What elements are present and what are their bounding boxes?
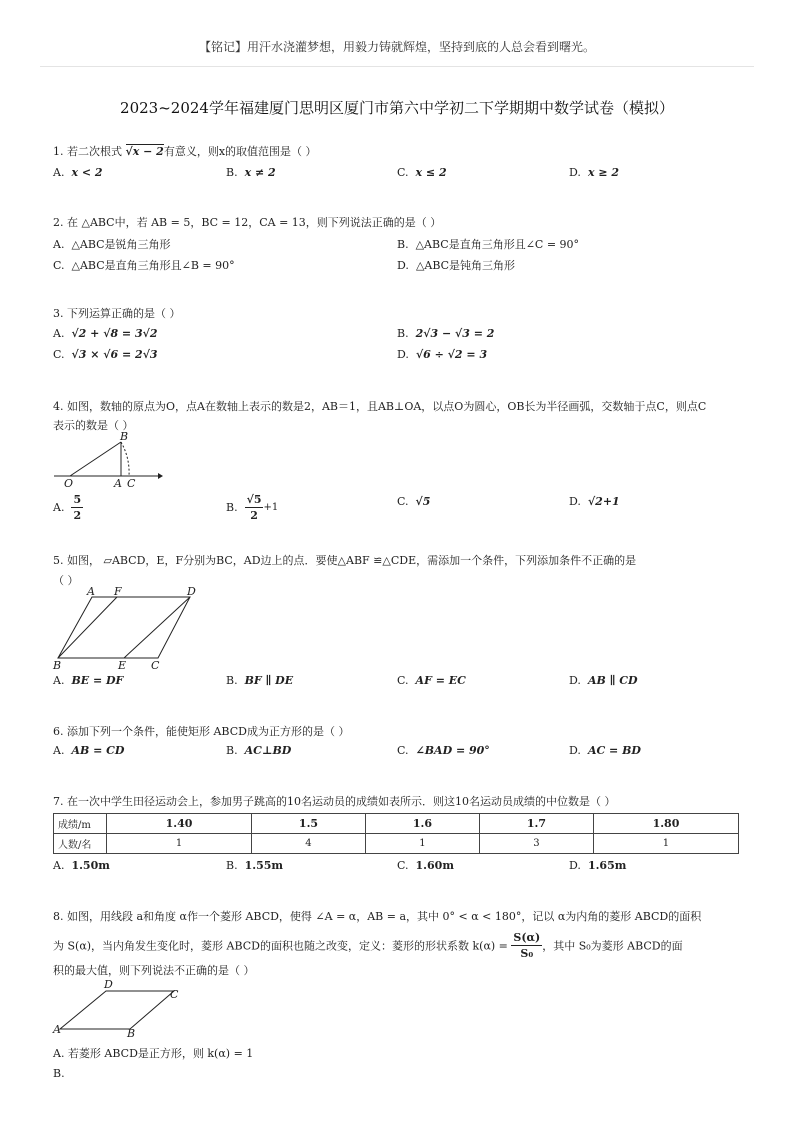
q3-option-b[interactable]	[397, 327, 494, 340]
table-row	[54, 814, 739, 834]
option-text: √6 ÷ √2 = 3	[415, 348, 488, 361]
option-text: AC⊥BD	[244, 744, 292, 757]
option-label: A.	[53, 327, 65, 340]
q3-option-d[interactable]	[397, 348, 487, 361]
q6-option-c[interactable]	[397, 744, 490, 757]
table-row-label: 成绩/m	[54, 814, 107, 834]
q4-stem-line2: 表示的数是（ ）	[53, 419, 134, 432]
q5-option-c[interactable]	[397, 674, 466, 687]
label-c: C	[170, 988, 179, 1001]
q8-stem-line2-start: 为 S(α)，当内角发生变化时，菱形 ABCD的面积也随之改变，定义：菱形的形状系数 k(α) =	[53, 939, 512, 953]
option-label: A.	[53, 859, 65, 872]
table-cell: 1.80	[593, 814, 738, 834]
q1-stem-end: 有意义，则x的取值范围是（ ）	[163, 145, 317, 158]
option-label: D.	[569, 495, 581, 508]
label-c: C	[151, 659, 160, 672]
option-text: x ≤ 2	[415, 166, 447, 179]
option-text: 1.65m	[587, 859, 627, 872]
header-divider	[40, 66, 754, 67]
option-label: D.	[569, 166, 581, 179]
segment-ob	[70, 442, 121, 476]
q8-stem-line1: 8. 如图，用线段 a和角度 α作一个菱形 ABCD，使得 ∠A = α，AB = a，其中 0° < α < 180°，记以 α为内角的菱形 ABCD的面积	[53, 910, 702, 923]
option-text: 1.55m	[244, 859, 284, 872]
option-text: ∠BAD = 90°	[415, 744, 490, 757]
option-label: A.	[53, 501, 65, 514]
option-text: △ABC是直角三角形且∠C = 90°	[415, 238, 580, 251]
option-text: x < 2	[71, 166, 103, 179]
q6-stem: 6. 添加下列一个条件，能使矩形 ABCD成为正方形的是（ ）	[53, 725, 350, 738]
label-d: D	[104, 978, 113, 991]
numerator: 5	[73, 493, 82, 506]
option-label: C.	[53, 348, 65, 361]
option-label: A.	[53, 744, 65, 757]
q2-option-a[interactable]	[53, 236, 171, 252]
option-text: △ABC是锐角三角形	[71, 238, 171, 251]
label-o: O	[64, 477, 74, 490]
k-fraction	[511, 930, 542, 961]
table-cell: 1.6	[365, 814, 479, 834]
q3-option-a[interactable]	[53, 327, 158, 340]
option-label: B.	[397, 327, 409, 340]
q7-option-c[interactable]	[397, 859, 454, 872]
option-label: B.	[226, 859, 238, 872]
exam-title: 2023~2024学年福建厦门思明区厦门市第六中学初二下学期期中数学试卷（模拟）	[120, 99, 674, 117]
option-text: x ≥ 2	[587, 166, 620, 179]
q8-rhombus-figure	[50, 975, 190, 1037]
q4-option-b[interactable]	[226, 492, 278, 523]
q5-parallelogram-figure	[50, 585, 210, 673]
table-cell: 4	[252, 834, 366, 854]
option-text: √2+1	[587, 495, 620, 508]
option-text: x ≠ 2	[244, 166, 276, 179]
denominator: 2	[250, 509, 258, 522]
q5-option-d[interactable]	[569, 674, 638, 687]
option-text: 1.50m	[71, 859, 110, 872]
q2-option-b[interactable]	[397, 236, 579, 252]
option-text: AC = BD	[587, 744, 641, 757]
option-text: BF ∥ DE	[244, 674, 294, 687]
option-label: B.	[226, 501, 238, 514]
q7-results-table	[53, 813, 739, 854]
option-text: △ABC是钝角三角形	[415, 259, 516, 272]
table-cell: 3	[479, 834, 593, 854]
q5-option-b[interactable]	[226, 674, 293, 687]
q1-stem	[53, 143, 317, 159]
q5-stem-line2: （ ）	[53, 574, 79, 587]
option-label: A.	[53, 238, 65, 251]
option-label: D.	[569, 744, 581, 757]
fraction	[245, 492, 264, 523]
option-tail: +1	[263, 502, 279, 513]
option-label: B.	[226, 744, 238, 757]
q1-option-d[interactable]	[569, 166, 619, 179]
q6-option-b[interactable]	[226, 744, 291, 757]
q2-option-c[interactable]	[53, 257, 235, 273]
option-text: 2√3 − √3 = 2	[415, 327, 495, 340]
option-label: A.	[53, 674, 65, 687]
option-text: √3 × √6 = 2√3	[71, 348, 158, 361]
q8-option-a[interactable]: A. 若菱形 ABCD是正方形，则 k(α) = 1	[53, 1047, 254, 1060]
q1-option-b[interactable]	[226, 166, 276, 179]
q4-stem-line1: 4. 如图，数轴的原点为O，点A在数轴上表示的数是2，AB＝1，且AB⊥OA，以点O为圆心，OB长为半径画弧，交数轴于点C，则点C	[53, 400, 707, 413]
label-b: B	[120, 430, 129, 443]
option-label: C.	[53, 259, 65, 272]
q4-option-d[interactable]	[569, 495, 620, 508]
option-text: AB = CD	[71, 744, 125, 757]
q4-number-line-figure	[50, 430, 170, 490]
option-label: B.	[397, 238, 409, 251]
q8-stem-line3: 积的最大值，则下列说法不正确的是（ ）	[53, 964, 255, 977]
label-c: C	[127, 477, 136, 490]
option-label: A.	[53, 166, 65, 179]
option-text: √5	[415, 495, 431, 508]
label-a: A	[87, 585, 95, 598]
denominator: 2	[73, 509, 82, 522]
q1-option-a[interactable]	[53, 166, 103, 179]
table-row-label: 人数/名	[54, 834, 107, 854]
fraction	[71, 492, 83, 523]
option-text: √2 + √8 = 3√2	[71, 327, 158, 340]
table-cell: 1.7	[479, 814, 593, 834]
label-b: B	[53, 659, 62, 672]
option-text: 1.60m	[415, 859, 454, 872]
q5-stem-line1: 5. 如图， ▱ABCD，E，F分别为BC，AD边上的点．要使△ABF ≌△CDE，需添加一个条件，下列添加条件不正确的是	[53, 554, 637, 567]
q8-stem-line2	[53, 930, 683, 961]
q2-option-d[interactable]	[397, 257, 515, 273]
q1-radicand: x − 2	[132, 145, 164, 158]
q7-stem: 7. 在一次中学生田径运动会上，参加男子跳高的10名运动员的成绩如表所示．则这10名运动员成绩的中位数是（ ）	[53, 795, 616, 808]
option-label: D.	[569, 859, 581, 872]
q1-radical: √x − 2	[125, 145, 164, 158]
option-label: B.	[226, 674, 238, 687]
option-label: D.	[397, 348, 409, 361]
q5-option-a[interactable]	[53, 674, 123, 687]
numerator: √5	[246, 493, 262, 506]
q4-option-c[interactable]	[397, 495, 430, 508]
rhombus-abcd	[60, 991, 174, 1029]
q7-option-a[interactable]	[53, 859, 110, 872]
numerator: S(α)	[513, 931, 541, 944]
label-d: D	[187, 585, 196, 598]
option-label: C.	[397, 495, 409, 508]
option-label: D.	[397, 259, 409, 272]
option-label: C.	[397, 744, 409, 757]
q7-option-b[interactable]	[226, 859, 283, 872]
q7-option-d[interactable]	[569, 859, 626, 872]
q6-option-a[interactable]	[53, 744, 124, 757]
axis-arrow-icon	[158, 473, 163, 479]
q2-stem: 2. 在 △ABC中，若 AB = 5，BC = 12，CA = 13，则下列说法正确的是（ ）	[53, 216, 442, 229]
table-cell: 1	[365, 834, 479, 854]
segment-ed	[124, 597, 190, 658]
label-f: F	[114, 585, 122, 598]
option-text: BE = DF	[71, 674, 124, 687]
table-cell: 1.40	[107, 814, 252, 834]
q6-option-d[interactable]	[569, 744, 641, 757]
table-cell: 1	[107, 834, 252, 854]
option-text: AB ∥ CD	[587, 674, 638, 687]
q3-stem: 3. 下列运算正确的是（ ）	[53, 307, 181, 320]
table-cell: 1.5	[252, 814, 366, 834]
q8-stem-line2-end: ，其中 S₀为菱形 ABCD的面	[542, 939, 683, 953]
option-label: C.	[397, 166, 409, 179]
q4-option-a[interactable]	[53, 492, 83, 523]
label-a: A	[53, 1023, 61, 1036]
q3-option-c[interactable]	[53, 348, 158, 361]
segment-bf	[58, 597, 117, 658]
header-motto: 【铭记】用汗水浇灌梦想，用毅力铸就辉煌，坚持到底的人总会看到曙光。	[198, 40, 595, 54]
arc-bc	[121, 442, 129, 476]
q8-option-b[interactable]: B.	[53, 1067, 65, 1080]
option-label: C.	[397, 674, 409, 687]
label-e: E	[118, 659, 127, 672]
option-text: AF = EC	[415, 674, 466, 687]
label-a: A	[114, 477, 122, 490]
denominator: S₀	[520, 947, 534, 960]
option-label: B.	[226, 166, 238, 179]
q1-option-c[interactable]	[397, 166, 447, 179]
table-row	[54, 834, 739, 854]
option-text: △ABC是直角三角形且∠B = 90°	[71, 259, 235, 272]
parallelogram-abcd	[58, 597, 190, 658]
option-label: C.	[397, 859, 409, 872]
label-b: B	[127, 1027, 136, 1037]
option-label: D.	[569, 674, 581, 687]
q1-stem-start: 1. 若二次根式	[53, 145, 126, 158]
table-cell: 1	[593, 834, 738, 854]
